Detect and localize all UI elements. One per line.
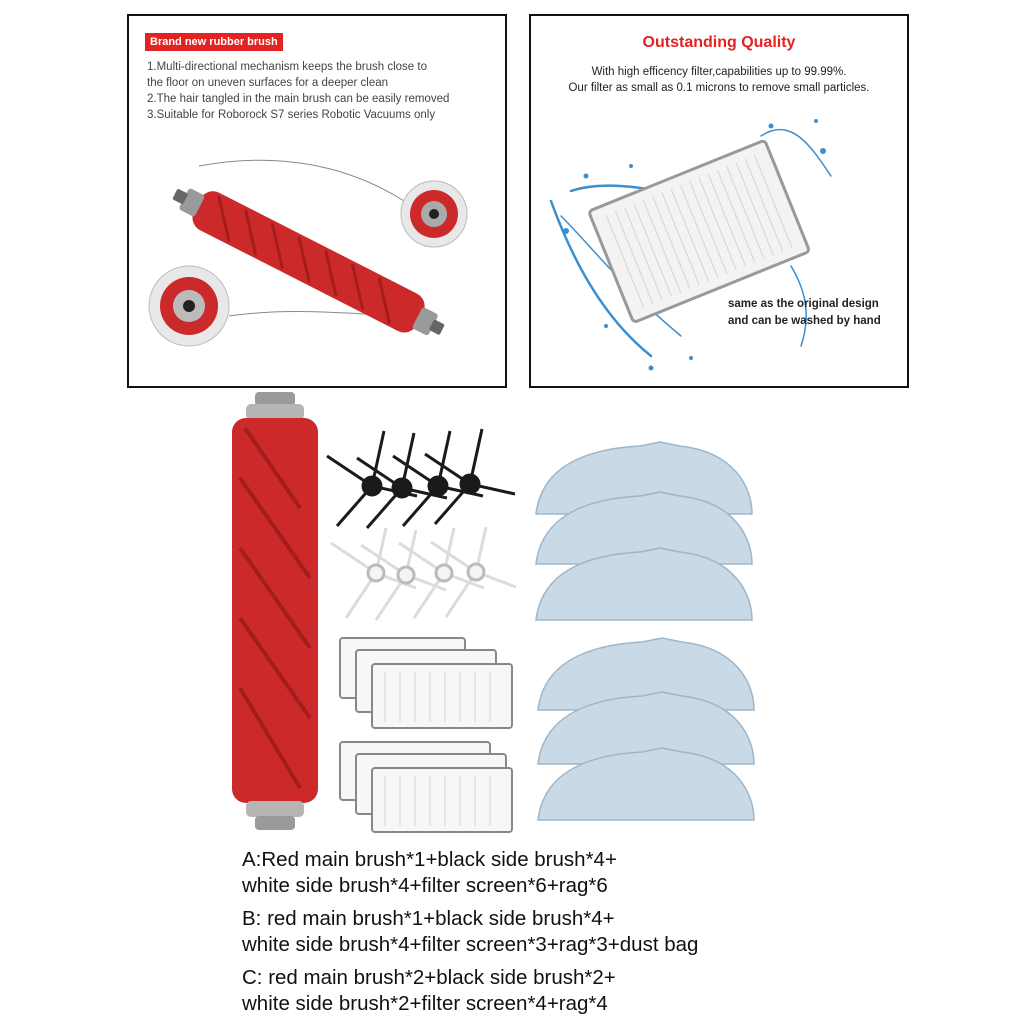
callout-line-top [199, 160, 404, 201]
washable-note-line-2: and can be washed by hand [728, 315, 881, 327]
quality-description [531, 64, 907, 96]
brush-feature-panel [127, 14, 507, 388]
mop-rags-item [536, 442, 754, 820]
filter-quality-panel [529, 14, 909, 388]
brush-illustration [129, 16, 505, 386]
product-set-image [0, 388, 1024, 844]
filter-screens-group-1 [340, 638, 512, 728]
black-side-brushes-item [327, 429, 515, 528]
white-side-brushes-item [331, 527, 516, 620]
option-b [242, 906, 942, 958]
washable-note [728, 296, 881, 330]
red-main-brush-item [232, 392, 318, 830]
filter-screens-group-2 [340, 742, 512, 832]
washable-note-line-1: same as the original design [728, 298, 879, 310]
option-b-line-1: B: red main brush*1+black side brush*4+ [242, 907, 615, 930]
feature-line-2: the floor on uneven surfaces for a deeper clean [147, 77, 389, 89]
option-a-line-1: A:Red main brush*1+black side brush*4+ [242, 848, 617, 871]
option-c [242, 965, 942, 1017]
brush-end-detail-left [149, 266, 229, 346]
package-options [242, 847, 942, 1024]
feature-line-3: 2.The hair tangled in the main brush can be easily removed [147, 93, 450, 105]
brand-new-badge: Brand new rubber brush [145, 33, 283, 51]
option-c-line-1: C: red main brush*2+black side brush*2+ [242, 966, 616, 989]
option-a [242, 847, 942, 899]
feature-line-4: 3.Suitable for Roborock S7 series Robotic Vacuums only [147, 109, 436, 121]
quality-line-1: With high efficency filter,capabilities up to 99.99%. [591, 66, 847, 78]
quality-line-2: Our filter as small as 0.1 microns to remove small particles. [568, 82, 870, 94]
option-a-line-2: white side brush*4+filter screen*6+rag*6 [242, 874, 608, 897]
option-c-line-2: white side brush*2+filter screen*4+rag*4 [242, 992, 608, 1015]
feature-line-1: 1.Multi-directional mechanism keeps the brush close to [147, 61, 427, 73]
quality-title: Outstanding Quality [642, 34, 796, 51]
option-b-line-2: white side brush*4+filter screen*3+rag*3+dust bag [242, 933, 699, 956]
brush-end-detail-right [401, 181, 467, 247]
